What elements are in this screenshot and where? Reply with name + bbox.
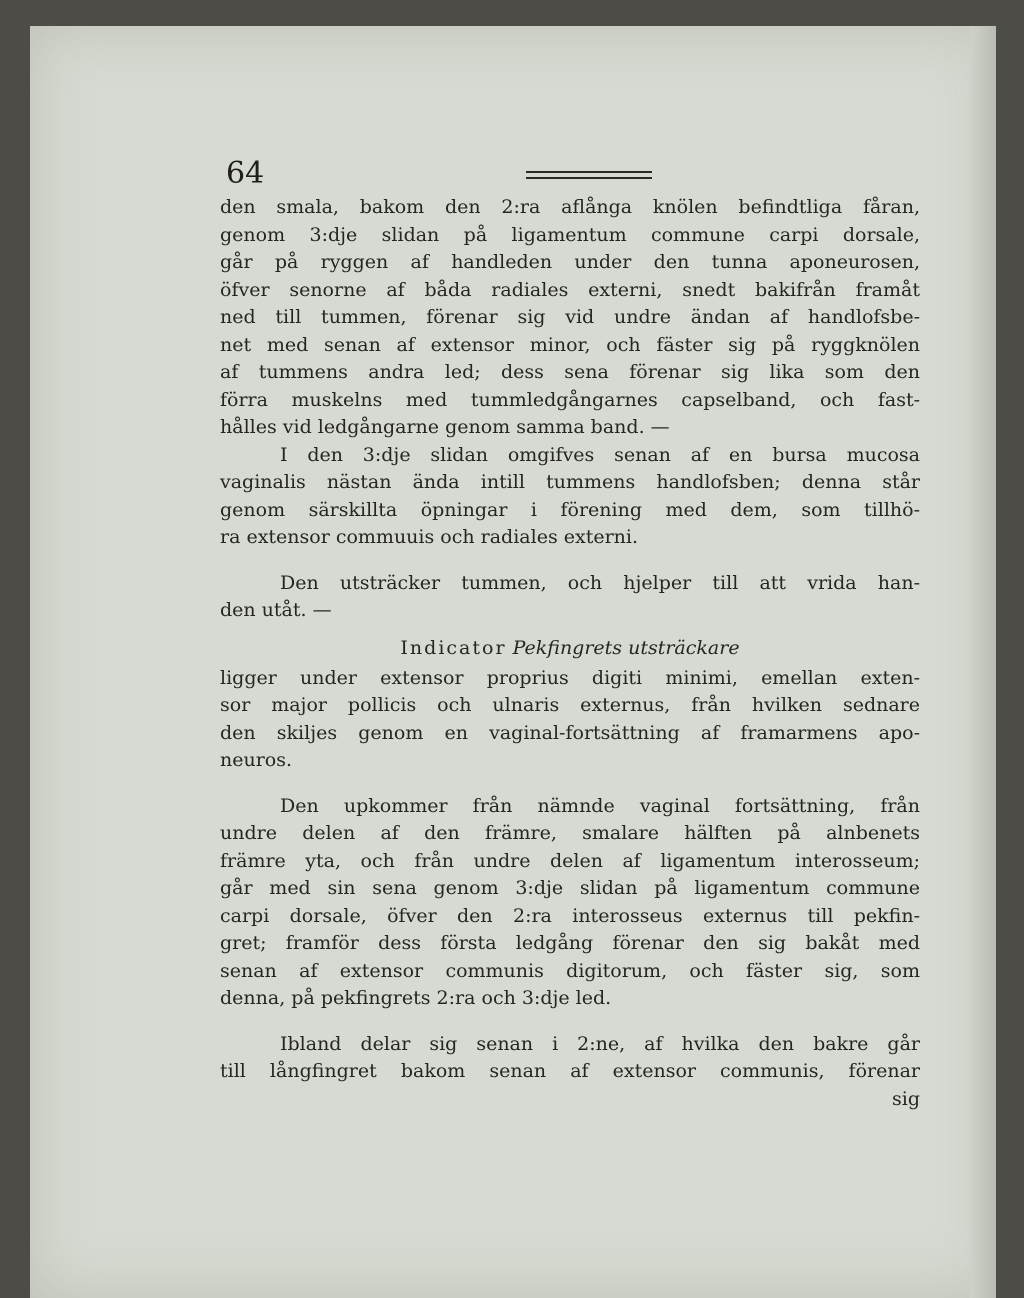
text-line: senan af extensor communis digitorum, och fäster sig, som — [220, 959, 920, 982]
text-line: undre delen af den främre, smalare hälften på alnbenets — [220, 822, 920, 844]
text-line: ra extensor commuuis och radiales externi. — [220, 526, 639, 548]
text-line: hålles vid ledgångarne genom samma band. — — [220, 416, 670, 438]
text-line: Den utsträcker tummen, och hjelper till att vrida han- — [280, 571, 920, 594]
book-page — [30, 26, 996, 1298]
text-line: öfver senorne af båda radiales externi, snedt bakifrån framåt — [220, 278, 920, 301]
text-line: Den upkommer från nämnde vaginal fortsättning, från — [280, 794, 920, 817]
paragraph-gap — [220, 775, 920, 793]
text-line: af tummens andra led; dess sena förenar sig lika som den — [220, 361, 920, 383]
page-gutter — [970, 26, 996, 1298]
text-line: net med senan af extensor minor, och fäster sig på ryggknölen — [220, 333, 920, 356]
text-line: förra muskelns med tummledgångarnes capselband, och fast- — [220, 388, 920, 411]
paragraph — [220, 793, 920, 1013]
paragraph — [220, 570, 920, 625]
text-line: den smala, bakom den 2:ra aflånga knölen befindtliga fåran, — [220, 196, 920, 218]
text-line: sor major pollicis och ulnaris externus, från hvilken sednare — [220, 694, 920, 716]
text-line: genom 3:dje slidan på ligamentum commune carpi dorsale, — [220, 223, 920, 246]
paragraph — [220, 194, 920, 442]
text-line: carpi dorsale, öfver den 2:ra interosseus externus till pekfin- — [220, 904, 920, 927]
text-line: den skiljes genom en vaginal-fortsättning af framarmens apo- — [220, 721, 920, 744]
text-line: gret; framför dess första ledgång förenar den sig bakåt med — [220, 932, 920, 954]
text-line: Ibland delar sig senan i 2:ne, af hvilka den bakre går — [280, 1032, 920, 1055]
paragraph-gap — [220, 1013, 920, 1031]
text-line: ligger under extensor proprius digiti minimi, emellan exten- — [220, 666, 920, 689]
text-line: denna, på pekfingrets 2:ra och 3:dje led. — [220, 987, 612, 1009]
paragraph-gap — [220, 552, 920, 570]
body-text — [220, 194, 920, 1113]
heading-latin: Indicator — [400, 636, 507, 659]
text-line: till långfingret bakom senan af extensor communis, förenar — [220, 1060, 920, 1082]
paragraph — [220, 442, 920, 552]
header-rule — [526, 171, 652, 173]
text-line: I den 3:dje slidan omgifves senan af en bursa mucosa — [280, 443, 920, 466]
text-line: främre yta, och från undre delen af ligamentum interosseum; — [220, 849, 920, 872]
page-number: 64 — [226, 156, 265, 191]
header-rule — [526, 177, 652, 179]
text-line: vaginalis nästan ända intill tummens handlofsben; denna står — [220, 471, 920, 493]
section-heading — [220, 625, 920, 665]
text-line: genom särskillta öpningar i förening med dem, som tillhö- — [220, 498, 920, 521]
text-line: går med sin sena genom 3:dje slidan på ligamentum commune — [220, 877, 920, 899]
text-line: den utåt. — — [220, 599, 332, 621]
text-line: neuros. — [220, 749, 293, 771]
heading-swedish: Pekfingrets utsträckare — [512, 636, 740, 659]
paragraph — [220, 665, 920, 775]
text-line: går på ryggen af handleden under den tunna aponeurosen, — [220, 251, 920, 273]
paragraph — [220, 1031, 920, 1114]
catchword: sig — [892, 1087, 920, 1110]
text-line: ned till tummen, förenar sig vid undre ändan af handlofsbe- — [220, 306, 920, 328]
